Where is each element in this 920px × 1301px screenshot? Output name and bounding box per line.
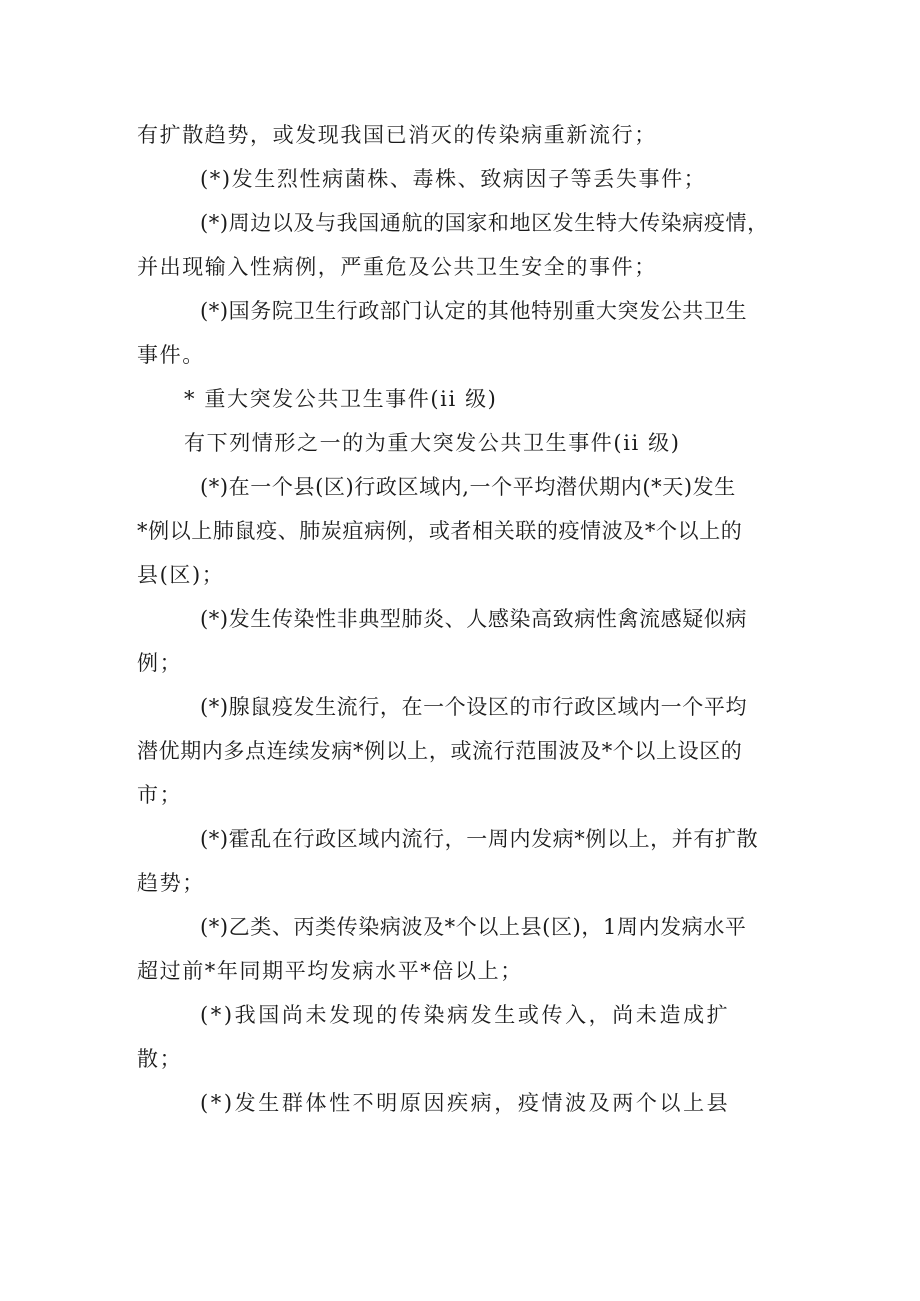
text-line: 有下列情形之一的为重大突发公共卫生事件(ii 级) [184, 431, 681, 455]
text-line: 例； [137, 651, 183, 675]
text-line: 潜优期内多点连续发病*例以上，或流行范围波及*个以上设区的 [137, 739, 743, 763]
text-line: (*)国务院卫生行政部门认定的其他特别重大突发公共卫生 [200, 299, 748, 323]
text-line: 市； [137, 783, 183, 807]
text-line: (*)霍乱在行政区域内流行，一周内发病*例以上，并有扩散 [200, 827, 759, 851]
text-line: 并出现输入性病例，严重危及公共卫生安全的事件； [137, 255, 657, 279]
text-line: (*)乙类、丙类传染病波及*个以上县(区)，1周内发病水平 [200, 915, 747, 939]
text-line: 超过前*年同期平均发病水平*倍以上； [137, 959, 523, 983]
text-line: (*)腺鼠疫发生流行，在一个设区的市行政区域内一个平均 [200, 695, 748, 719]
text-line: (*)发生传染性非典型肺炎、人感染高致病性禽流感疑似病 [200, 607, 748, 631]
text-line: 散； [137, 1047, 183, 1071]
text-line: (*)在一个县(区)行政区域内,一个平均潜伏期内(*天)发生 [200, 475, 736, 499]
text-line: (*)发生群体性不明原因疾病，疫情波及两个以上县 [200, 1091, 731, 1115]
text-line: 有扩散趋势，或发现我国已消灭的传染病重新流行； [137, 123, 657, 147]
text-line: *例以上肺鼠疫、肺炭疽病例，或者相关联的疫情波及*个以上的 [137, 519, 743, 543]
section-heading: * 重大突发公共卫生事件(ii 级) [184, 387, 498, 411]
text-line: 县(区)； [137, 563, 225, 587]
text-line: (*)发生烈性病菌株、毒株、致病因子等丢失事件； [200, 167, 707, 191]
text-line: (*)我国尚未发现的传染病发生或传入，尚未造成扩 [200, 1003, 731, 1027]
text-line: 趋势； [137, 871, 205, 895]
text-line: (*)周边以及与我国通航的国家和地区发生特大传染病疫情， [200, 211, 769, 235]
text-line: 事件。 [137, 343, 205, 367]
